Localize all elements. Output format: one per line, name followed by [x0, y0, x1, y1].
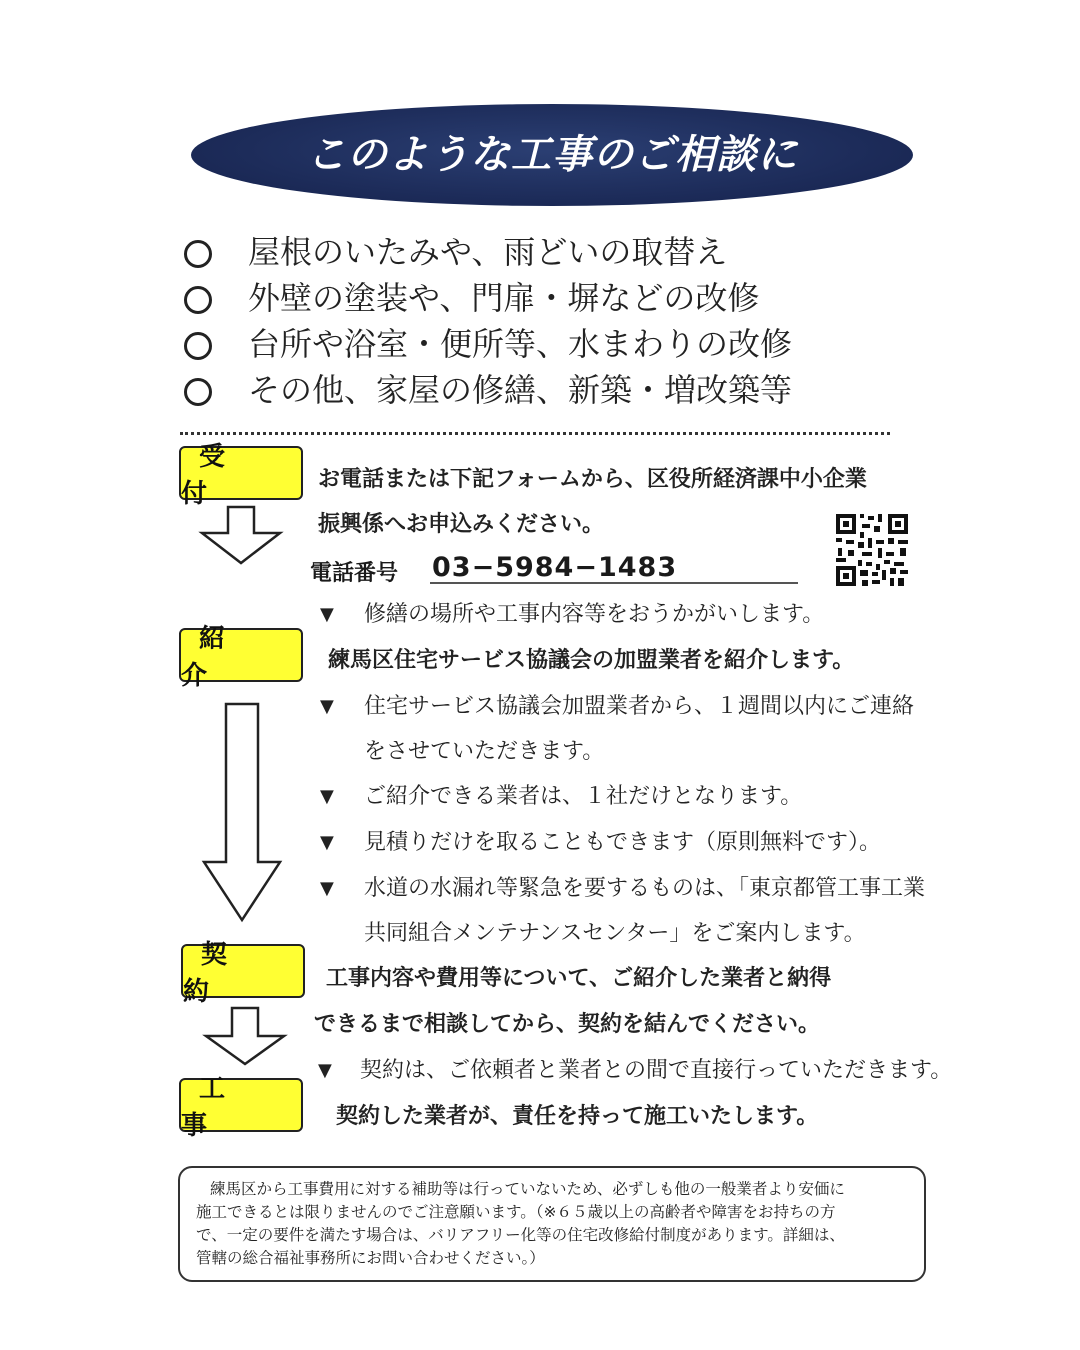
construction-main: 契約した業者が、責任を持って施工いたします。 — [336, 1104, 819, 1129]
down-arrow-icon — [200, 702, 284, 924]
introduction-main: 練馬区住宅サービス協議会の加盟業者を紹介します。 — [328, 648, 855, 673]
notice-line: 練馬区から工事費用に対する補助等は行っていないため、必ずしも他の一般業者より安価に — [210, 1180, 845, 1198]
triangle-bullet-icon: ▼ — [320, 786, 334, 807]
list-item: その他、家屋の修繕、新築・増改築等 — [180, 370, 900, 416]
step-construction-label: 工 事 — [179, 1078, 303, 1132]
step-reception-label: 受 付 — [179, 446, 303, 500]
list-item: 屋根のいたみや、雨どいの取替え — [180, 232, 900, 278]
reception-note: 修繕の場所や工事内容等をおうかがいします。 — [364, 602, 825, 627]
notice-line: で、一定の要件を満たす場合は、バリアフリー化等の住宅改修給付制度があります。詳細は、 — [196, 1226, 845, 1244]
reception-text-line2: 振興係へお申込みください。 — [318, 512, 605, 537]
qr-code-icon — [834, 512, 910, 588]
page-title: このような工事のご相談に — [306, 132, 798, 178]
circle-bullet-icon — [184, 332, 212, 360]
introduction-note1-line2: をさせていただきます。 — [364, 739, 605, 764]
phone-underline — [430, 582, 798, 584]
introduction-note4-line1: 水道の水漏れ等緊急を要するものは、「東京都管工事工業 — [364, 876, 926, 901]
introduction-note2: ご紹介できる業者は、１社だけとなります。 — [364, 784, 803, 809]
step-contract-label: 契 約 — [181, 944, 305, 998]
list-item: 外壁の塗装や、門扉・塀などの改修 — [180, 278, 900, 324]
circle-bullet-icon — [184, 240, 212, 268]
phone-number: 03−5984−1483 — [432, 552, 678, 583]
triangle-bullet-icon: ▼ — [320, 696, 334, 717]
reception-text-line1: お電話または下記フォームから、区役所経済課中小企業 — [318, 467, 867, 492]
notice-line: 管轄の総合福祉事務所にお問い合わせください。） — [196, 1249, 545, 1267]
contract-note: 契約は、ご依頼者と業者との間で直接行っていただきます。 — [360, 1058, 953, 1083]
circle-bullet-icon — [184, 286, 212, 314]
introduction-note4-line2: 共同組合メンテナンスセンター」をご案内します。 — [364, 921, 866, 946]
notice-line: 施工できるとは限りませんのでご注意願います。（※６５歳以上の高齢者や障害をお持ちの方 — [196, 1203, 836, 1221]
down-arrow-icon — [200, 1006, 290, 1068]
notice-box — [178, 1166, 926, 1282]
down-arrow-icon — [196, 505, 286, 567]
contract-line2: できるまで相談してから、契約を結んでください。 — [314, 1012, 821, 1037]
introduction-note3: 見積りだけを取ることもできます（原則無料です）。 — [364, 830, 882, 855]
circle-bullet-icon — [184, 378, 212, 406]
triangle-bullet-icon: ▼ — [320, 878, 334, 899]
triangle-bullet-icon: ▼ — [320, 832, 334, 853]
triangle-bullet-icon: ▼ — [318, 1060, 332, 1081]
triangle-bullet-icon: ▼ — [320, 604, 334, 625]
contract-line1: 工事内容や費用等について、ご紹介した業者と納得 — [326, 966, 832, 991]
list-item: 台所や浴室・便所等、水まわりの改修 — [180, 324, 900, 370]
step-introduction-label: 紹 介 — [179, 628, 303, 682]
introduction-note1-line1: 住宅サービス協議会加盟業者から、１週間以内にご連絡 — [364, 694, 915, 719]
divider — [180, 432, 890, 435]
phone-label: 電話番号 — [310, 561, 399, 586]
